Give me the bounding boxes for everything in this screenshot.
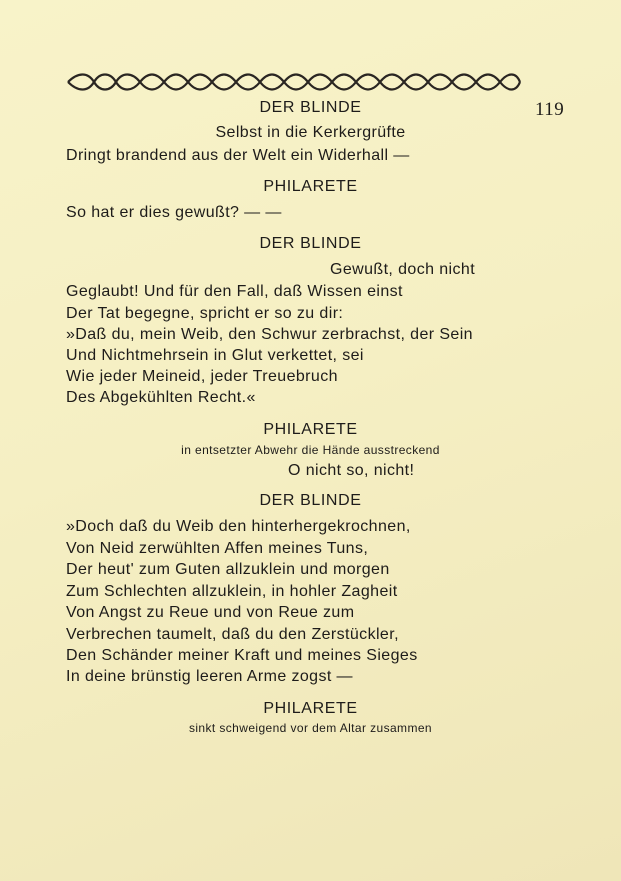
verse-line: Den Schänder meiner Kraft und meines Sieges	[66, 647, 418, 664]
decorative-ornament-band	[64, 72, 524, 92]
verse-line: Von Neid zerwühlten Affen meines Tuns,	[66, 540, 369, 557]
verse-line: Zum Schlechten allzuklein, in hohler Zagheit	[66, 583, 398, 600]
verse-line: O nicht so, nicht!	[288, 462, 415, 479]
verse-line: In deine brünstig leeren Arme zogst —	[66, 668, 353, 685]
speaker-der-blinde: DER BLINDE	[259, 492, 362, 509]
verse-line: Der heut' zum Guten allzuklein und morgen	[66, 561, 390, 578]
speaker-der-blinde: DER BLINDE	[259, 99, 362, 116]
verse-line: Und Nichtmehrsein in Glut verkettet, sei	[66, 347, 364, 364]
verse-line: Selbst in die Kerkergrüfte	[215, 124, 406, 141]
verse-line: Der Tat begegne, spricht er so zu dir:	[66, 305, 344, 322]
page-number: 119	[535, 99, 565, 120]
verse-line: Wie jeder Meineid, jeder Treuebruch	[66, 368, 338, 385]
verse-line: »Doch daß du Weib den hinterhergekrochnen,	[66, 518, 411, 535]
verse-line: »Daß du, mein Weib, den Schwur zerbrachst, der Sein	[66, 326, 473, 343]
verse-line: Des Abgekühlten Recht.«	[66, 389, 256, 406]
speaker-philarete: PHILARETE	[263, 421, 358, 438]
speaker-der-blinde: DER BLINDE	[259, 235, 362, 252]
stage-direction: in entsetzter Abwehr die Hände ausstreckend	[181, 443, 440, 457]
verse-line: Von Angst zu Reue und von Reue zum	[66, 604, 355, 621]
verse-line: So hat er dies gewußt? — —	[66, 204, 282, 221]
verse-line: Dringt brandend aus der Welt ein Widerhall —	[66, 147, 410, 164]
speaker-philarete: PHILARETE	[263, 700, 358, 717]
speaker-philarete: PHILARETE	[263, 178, 358, 195]
verse-line: Gewußt, doch nicht	[330, 261, 476, 278]
verse-line: Geglaubt! Und für den Fall, daß Wissen einst	[66, 283, 403, 300]
verse-line: Verbrechen taumelt, daß du den Zerstückler,	[66, 626, 399, 643]
stage-direction: sinkt schweigend vor dem Altar zusammen	[188, 721, 433, 735]
